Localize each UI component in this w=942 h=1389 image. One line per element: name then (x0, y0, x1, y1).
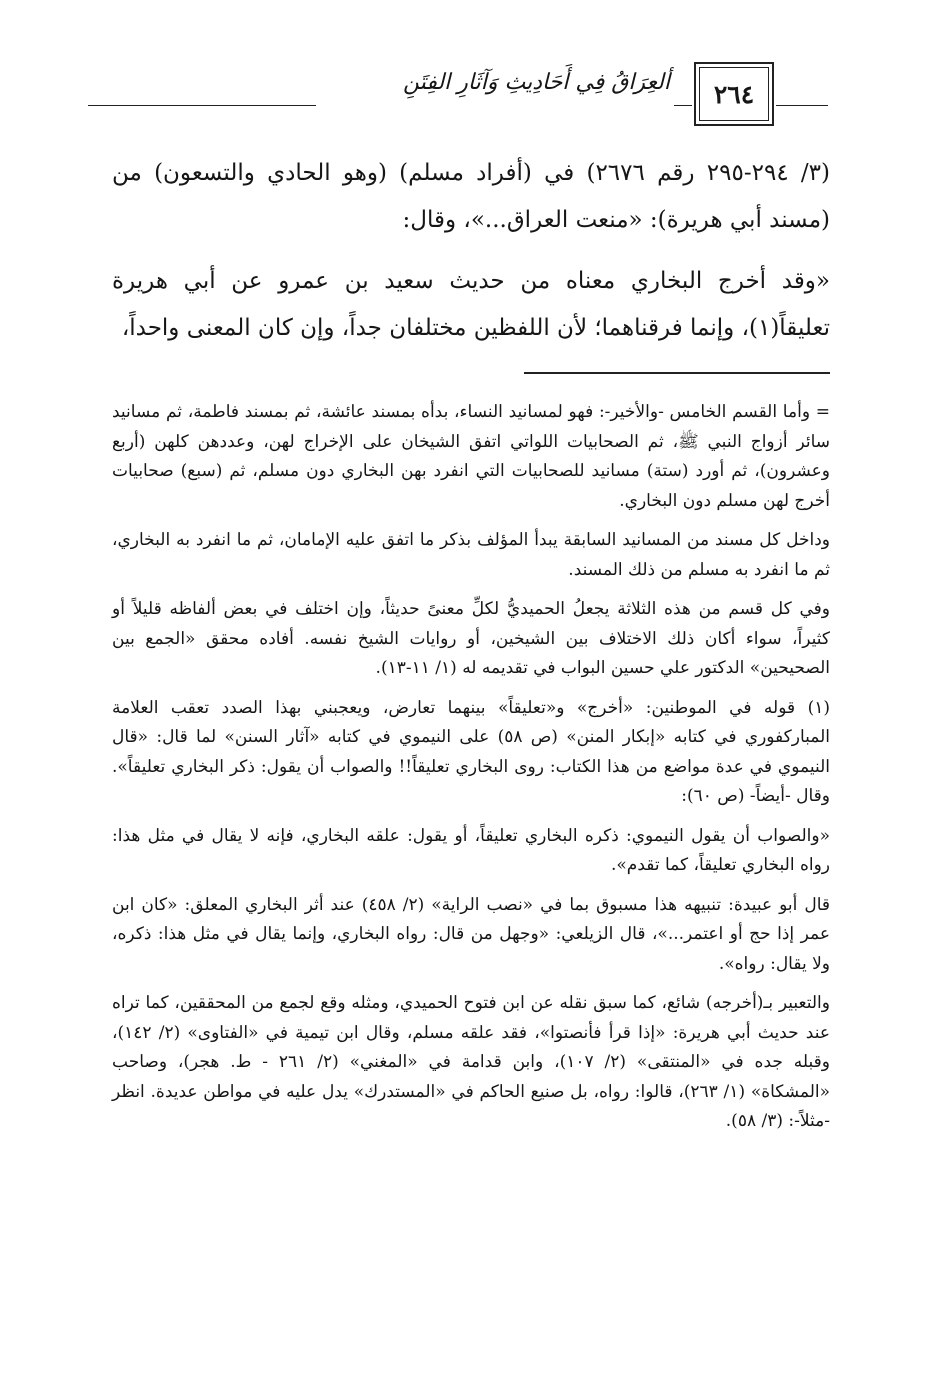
header-rule-middle (674, 105, 692, 106)
footnote-1-quote: «والصواب أن يقول النيموي: ذكره البخاري تعليقاً، أو يقول: علقه البخاري، فإنه لا يقال في مثل هذا: رواه البخاري تعليقاً، كما تقدم». (112, 825, 830, 875)
header-rule-left (88, 105, 316, 106)
page-number-box (694, 62, 774, 126)
book-title: ألعِرَاقُ فِي أَحَادِيثِ وَآثَارِ الفِتَنِ (402, 70, 670, 95)
footnote-1: (١) قوله في الموطنين: «أخرج» و«تعليقاً» بينهما تعارض، ويعجبني بهذا الصدد تعقب العلامة المباركفوري في كتابه «إبكار المنن» (ص ٥٨) على النيموي في كتابه «آثار السنن» لما قال: «قال النيموي في عدة مواضع من هذا الكتاب: روى البخاري تعليقاً!! والصواب أن يقول: ذكر البخاري تعليقاً». وقال -أيضاً- (ص ٦٠): (112, 697, 830, 806)
footnote-1-usage: والتعبير بـ(أخرجه) شائع، كما سبق نقله عن ابن فتوح الحميدي، ومثله وقع لجمع من المحققين، كما تراه عند حديث أبي هريرة: «إذا قرأ فأنصتوا»، فقد علقه مسلم، وقال ابن تيمية في «الفتاوى» (٢/ ١٤٢)، وقبله جده في «المنتقى» (٢/ ١٠٧)، وابن قدامة في «المغني» (٢/ ٢٦١ - ط. هجر)، وصاحب «المشكاة» (١/ ٢٦٣)، قالوا: رواه، بل صنيع الحاكم في «المستدرك» يدل عليه في مواطن عديدة. انظر -مثلاً-: (٣/ ٥٨). (112, 993, 830, 1131)
header-rule-right (776, 105, 828, 106)
main-text (112, 150, 830, 352)
footnote-continued-1: = وأما القسم الخامس -والأخير-: فهو لمسانيد النساء، بدأه بمسند عائشة، ثم بمسند فاطمة، ثم مسانيد سائر أزواج النبي ﷺ، ثم الصحابيات اللواتي اتفق الشيخان على الإخراج لهن، وعددهن كلهن (أربع وعشرون)، ثم أورد (ستة) مسانيد للصحابيات التي انفرد بهن البخاري دون مسلم، ثم (سبع) صحابيات أخرج لهن مسلم دون البخاري. (112, 402, 830, 511)
main-paragraph-2: «وقد أخرج البخاري معناه من حديث سعيد بن عمرو عن أبي هريرة تعليقاً(١)، وإنما فرقناهما؛ لأن اللفظين مختلفان جداً، وإن كان المعنى واحداً، (112, 268, 830, 341)
page-number: ٢٦٤ (713, 80, 755, 109)
footnote-1-abu-ubaida: قال أبو عبيدة: تنبيهه هذا مسبوق بما في «نصب الراية» (٢/ ٤٥٨) عند أثر البخاري المعلق: «كان ابن عمر إذا حج أو اعتمر...»، قال الزيلعي: «وجهل من قال: رواه البخاري، وإنما يقال في مثل هذا: ذكره، ولا يقال: رواه». (112, 894, 830, 974)
footnote-separator (524, 372, 830, 374)
footnotes (112, 398, 830, 1147)
footnote-continued-2: وداخل كل مسند من المسانيد السابقة يبدأ المؤلف بذكر ما اتفق عليه الإمامان، ثم ما انفرد به البخاري، ثم ما انفرد به مسلم من ذلك المسند. (112, 530, 830, 580)
footnote-continued-3: وفي كل قسم من هذه الثلاثة يجعلُ الحميديُّ لكلِّ معنىً حديثاً، وإن اختلف في بعض ألفاظه قليلاً أو كثيراً، سواء أكان ذلك الاختلاف بين الشيخين، أو روايات الشيخ نفسه. أفاده محقق «الجمع بين الصحيحين» الدكتور علي حسين البواب في تقديمه له (١/ ١١-١٣). (112, 599, 830, 678)
main-paragraph-1: (٣/ ٢٩٤-٢٩٥ رقم ٢٦٧٦) في (أفراد مسلم) (وهو الحادي والتسعون) من (مسند أبي هريرة): «منعت العراق...»، وقال: (112, 160, 831, 233)
running-header (88, 62, 828, 132)
